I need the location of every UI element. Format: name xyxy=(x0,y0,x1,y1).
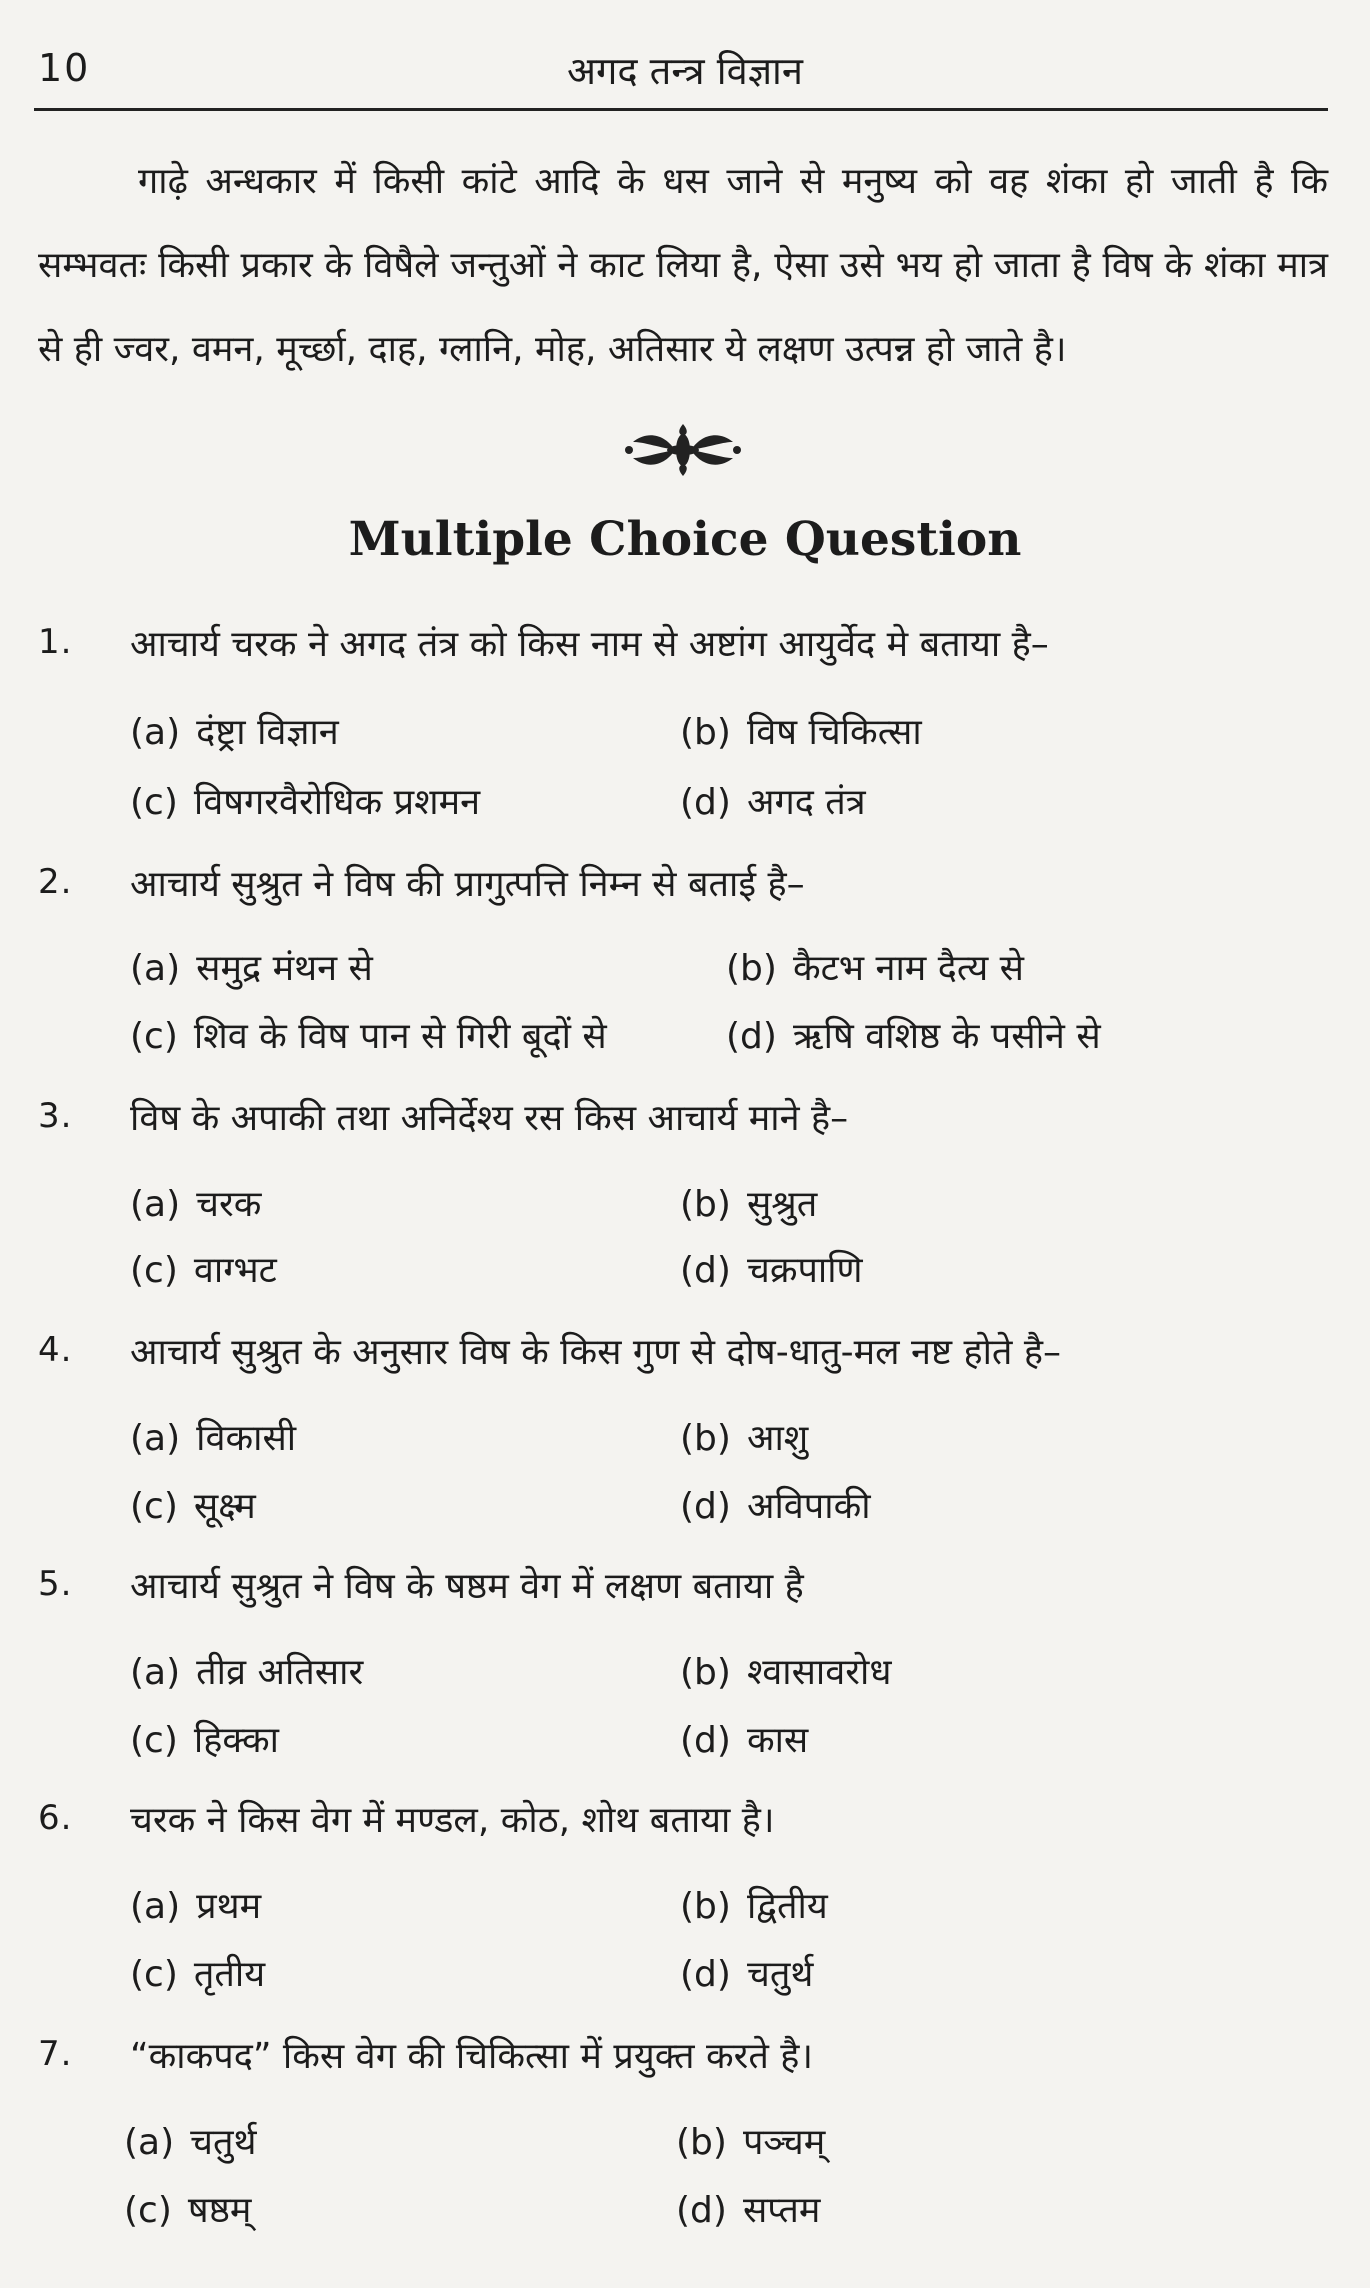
running-title: अगद तन्त्र विज्ञान xyxy=(566,49,803,93)
option-b: (b) आशु xyxy=(680,1418,809,1459)
header-rule xyxy=(34,108,1328,111)
option-d: (d) अविपाकी xyxy=(680,1486,871,1527)
question-number: 4. xyxy=(38,1330,73,1370)
question-number: 6. xyxy=(38,1798,73,1838)
option-c: (c) विषगरवैरोधिक प्रशमन xyxy=(130,782,481,823)
option-d: (d) चक्रपाणि xyxy=(680,1250,863,1291)
option-c: (c) तृतीय xyxy=(130,1954,266,1995)
question-text: चरक ने किस वेग में मण्डल, कोठ, शोथ बताया है। xyxy=(130,1800,775,1841)
option-b: (b) द्वितीय xyxy=(680,1886,828,1927)
question-text: आचार्य चरक ने अगद तंत्र को किस नाम से अष्टांग आयुर्वेद मे बताया है– xyxy=(130,624,1049,665)
question-number: 7. xyxy=(38,2034,73,2074)
option-a: (a) विकासी xyxy=(130,1418,297,1459)
question-number: 1. xyxy=(38,622,73,662)
option-b: (b) विष चिकित्सा xyxy=(680,712,922,753)
option-c: (c) षष्ठम् xyxy=(124,2190,252,2231)
question-number: 5. xyxy=(38,1564,73,1604)
option-b: (b) सुश्रुत xyxy=(680,1184,818,1225)
section-heading: Multiple Choice Question xyxy=(348,512,1022,567)
option-c: (c) शिव के विष पान से गिरी बूदों से xyxy=(130,1016,607,1057)
option-a: (a) चतुर्थ xyxy=(124,2122,257,2163)
option-b: (b) श्वासावरोध xyxy=(680,1652,892,1693)
question-number: 2. xyxy=(38,862,73,902)
option-a: (a) प्रथम xyxy=(130,1886,262,1927)
option-b: (b) पञ्चम् xyxy=(676,2122,826,2163)
floral-ornament-icon xyxy=(623,420,743,480)
option-a: (a) दंष्ट्रा विज्ञान xyxy=(130,712,339,753)
question-number: 3. xyxy=(38,1096,73,1136)
option-d: (d) चतुर्थ xyxy=(680,1954,814,1995)
option-d: (d) ऋषि वशिष्ठ के पसीने से xyxy=(726,1016,1101,1057)
option-d: (d) सप्तम xyxy=(676,2190,821,2231)
question-text: आचार्य सुश्रुत के अनुसार विष के किस गुण से दोष-धातु-मल नष्ट होते है– xyxy=(130,1332,1062,1373)
question-text: विष के अपाकी तथा अनिर्देश्य रस किस आचार्य माने है– xyxy=(130,1098,849,1139)
option-d: (d) अगद तंत्र xyxy=(680,782,866,823)
option-a: (a) समुद्र मंथन से xyxy=(130,948,373,989)
intro-paragraph: गाढ़े अन्धकार में किसी कांटे आदि के धस जाने से मनुष्य को वह शंका हो जाती है कि सम्भवतः किसी प्रकार के विषैले जन्तुओं ने काट लिया है, ऐसा उसे भय हो जाता है विष के शंका मात्र से ही ज्वर, वमन, मूर्च्छा, दाह, ग्लानि, मोह, अतिसार ये लक्षण उत्पन्न हो जाते है। xyxy=(38,161,1328,370)
option-c: (c) हिक्का xyxy=(130,1720,279,1761)
question-text: आचार्य सुश्रुत ने विष के षष्ठम वेग में लक्षण बताया है xyxy=(130,1566,804,1607)
option-b: (b) कैटभ नाम दैत्य से xyxy=(726,948,1024,989)
question-text: आचार्य सुश्रुत ने विष की प्रागुत्पत्ति निम्न से बताई है– xyxy=(130,864,805,905)
option-c: (c) सूक्ष्म xyxy=(130,1486,256,1527)
question-text: “काकपद” किस वेग की चिकित्सा में प्रयुक्त करते है। xyxy=(130,2036,814,2077)
option-a: (a) तीव्र अतिसार xyxy=(130,1652,364,1693)
option-c: (c) वाग्भट xyxy=(130,1250,277,1291)
option-a: (a) चरक xyxy=(130,1184,262,1225)
option-d: (d) कास xyxy=(680,1720,809,1761)
page-number: 10 xyxy=(38,46,91,90)
